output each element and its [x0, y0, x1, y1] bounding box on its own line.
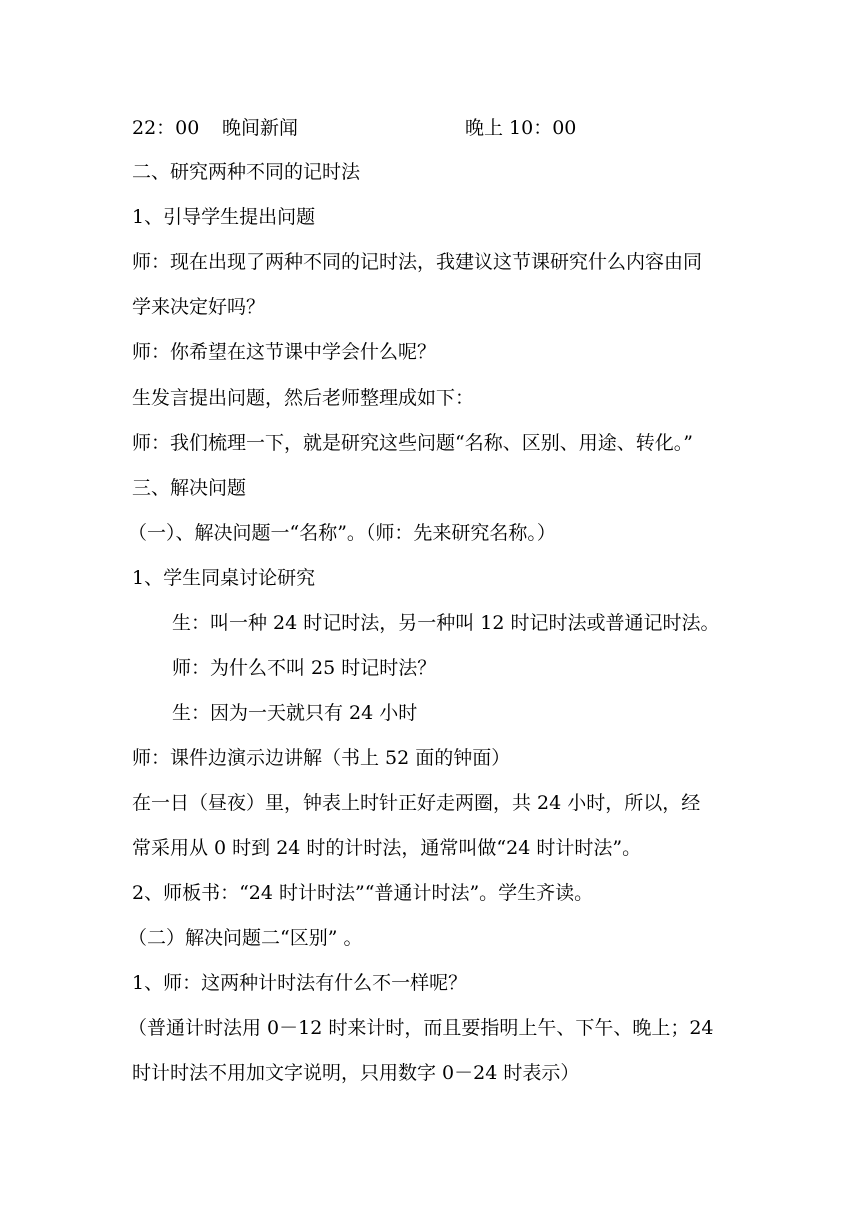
section-heading-2: 二、研究两种不同的记时法	[132, 161, 361, 183]
subsection-heading: （一）、解决问题一“名称”。（师：先来研究名称。）	[128, 522, 556, 544]
paragraph-line: （普通计时法用 0－12 时来计时，而且要指明上午、下午、晚上；24	[128, 1017, 714, 1039]
step-heading: 1、引导学生提出问题	[132, 206, 316, 228]
subsection-heading: （二）解决问题二“区别” 。	[128, 927, 363, 949]
paragraph-line: 常采用从 0 时到 24 时的计时法，通常叫做“24 时计时法”。	[132, 837, 642, 859]
paragraph-line: 在一日（昼夜）里，钟表上时针正好走两圈，共 24 小时，所以，经	[132, 792, 701, 814]
step-heading: 2、师板书：“24 时计时法”“普通计时法”。学生齐读。	[132, 882, 594, 904]
paragraph-line: 师：课件边演示边讲解（书上 52 面的钟面）	[132, 747, 511, 769]
dialogue-line: 生：叫一种 24 时记时法，另一种叫 12 时记时法或普通记时法。	[172, 612, 720, 634]
dialogue-line: 生：因为一天就只有 24 小时	[172, 702, 418, 724]
paragraph-line: 生发言提出问题，然后老师整理成如下：	[132, 387, 475, 409]
schedule-program: 晚间新闻	[222, 117, 299, 139]
section-heading-3: 三、解决问题	[132, 477, 247, 499]
schedule-time-12h: 晚上 10：00	[465, 117, 577, 139]
dialogue-line: 师：为什么不叫 25 时记时法？	[172, 657, 437, 679]
paragraph-line: 时计时法不用加文字说明，只用数字 0－24 时表示）	[132, 1062, 580, 1084]
paragraph-line: 学来决定好吗？	[132, 296, 266, 318]
step-heading: 1、师：这两种计时法有什么不一样呢？	[132, 972, 468, 994]
paragraph-line: 师：现在出现了两种不同的记时法，我建议这节课研究什么内容由同	[132, 251, 703, 273]
step-heading: 1、学生同桌讨论研究	[132, 567, 316, 589]
paragraph-line: 师：我们梳理一下，就是研究这些问题“名称、区别、用途、转化。”	[132, 432, 693, 454]
paragraph-line: 师：你希望在这节课中学会什么呢？	[132, 341, 437, 363]
schedule-time: 22：00	[132, 117, 200, 139]
